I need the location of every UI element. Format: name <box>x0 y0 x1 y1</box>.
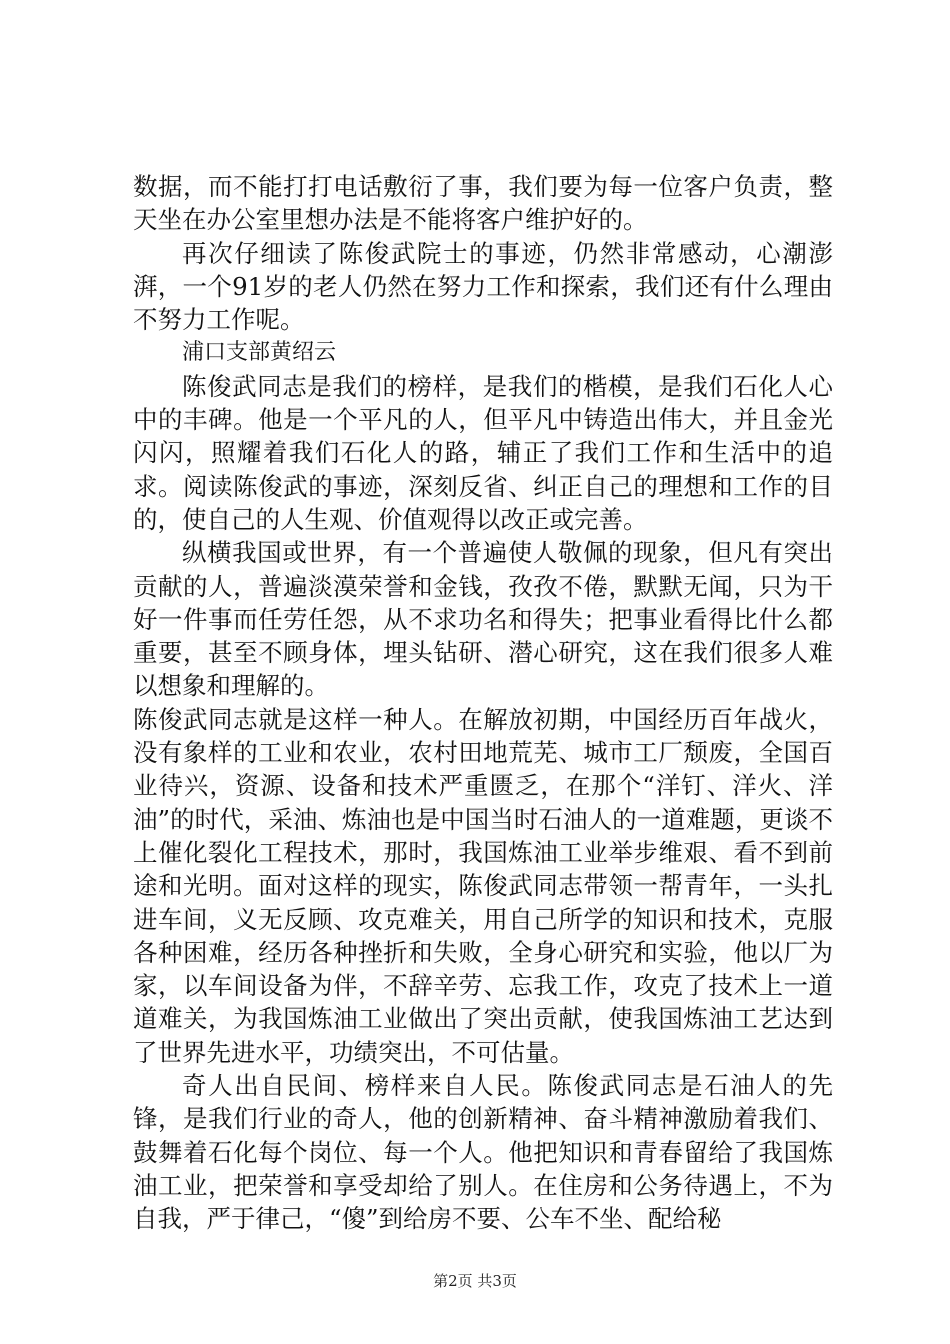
document-body <box>133 170 833 1236</box>
paragraph-6: 奇人出自民间、榜样来自人民。陈俊武同志是石油人的先锋，是我们行业的奇人，他的创新精神、奋斗精神激励着我们、鼓舞着石化每个岗位、每一个人。他把知识和青春留给了我国炼油工业，把荣誉和享受却给了别人。在住房和公务待遇上，不为自我，严于律己，“傻”到给房不要、公车不坐、配给秘 <box>133 1071 833 1234</box>
page-footer <box>0 1271 950 1291</box>
author-signature: 浦口支部黄绍云 <box>182 340 337 366</box>
paragraph-3: 陈俊武同志是我们的榜样，是我们的楷模，是我们石化人心中的丰碑。他是一个平凡的人，但平凡中铸造出伟大，并且金光闪闪，照耀着我们石化人的路，辅正了我们工作和生活中的追求。阅读陈俊武的事迹，深刻反省、纠正自己的理想和工作的目的，使自己的人生观、价值观得以改正或完善。 <box>133 371 833 534</box>
page-number-label: 第2页 共3页 <box>433 1272 517 1290</box>
paragraph-1: 数据，而不能打打电话敷衍了事，我们要为每一位客户负责，整天坐在办公室里想办法是不能将客户维护好的。 <box>133 172 833 235</box>
paragraph-5: 陈俊武同志就是这样一种人。在解放初期，中国经历百年战火，没有象样的工业和农业，农村田地荒芜、城市工厂颓废，全国百业待兴，资源、设备和技术严重匮乏，在那个“洋钉、洋火、洋油”的时代，采油、炼油也是中国当时石油人的一道难题，更谈不上催化裂化工程技术，那时，我国炼油工业举步维艰、看不到前途和光明。面对这样的现实，陈俊武同志带领一帮青年，一头扎进车间，义无反顾、攻克难关，用自己所学的知识和技术，克服各种困难，经历各种挫折和失败，全身心研究和实验，他以厂为家，以车间设备为伴，不辞辛劳、忘我工作，攻克了技术上一道道难关，为我国炼油工业做出了突出贡献，使我国炼油工艺达到了世界先进水平，功绩突出，不可估量。 <box>133 704 833 1067</box>
paragraph-2: 再次仔细读了陈俊武院士的事迹，仍然非常感动，心潮澎湃，一个91岁的老人仍然在努力工作和探索，我们还有什么理由不努力工作呢。 <box>133 238 833 335</box>
paragraph-4: 纵横我国或世界，有一个普遍使人敬佩的现象，但凡有突出贡献的人，普遍淡漠荣誉和金钱，孜孜不倦，默默无闻，只为干好一件事而任劳任怨，从不求功名和得失；把事业看得比什么都重要，甚至不顾身体，埋头钻研、潜心研究，这在我们很多人难以想象和理解的。 <box>133 538 833 701</box>
